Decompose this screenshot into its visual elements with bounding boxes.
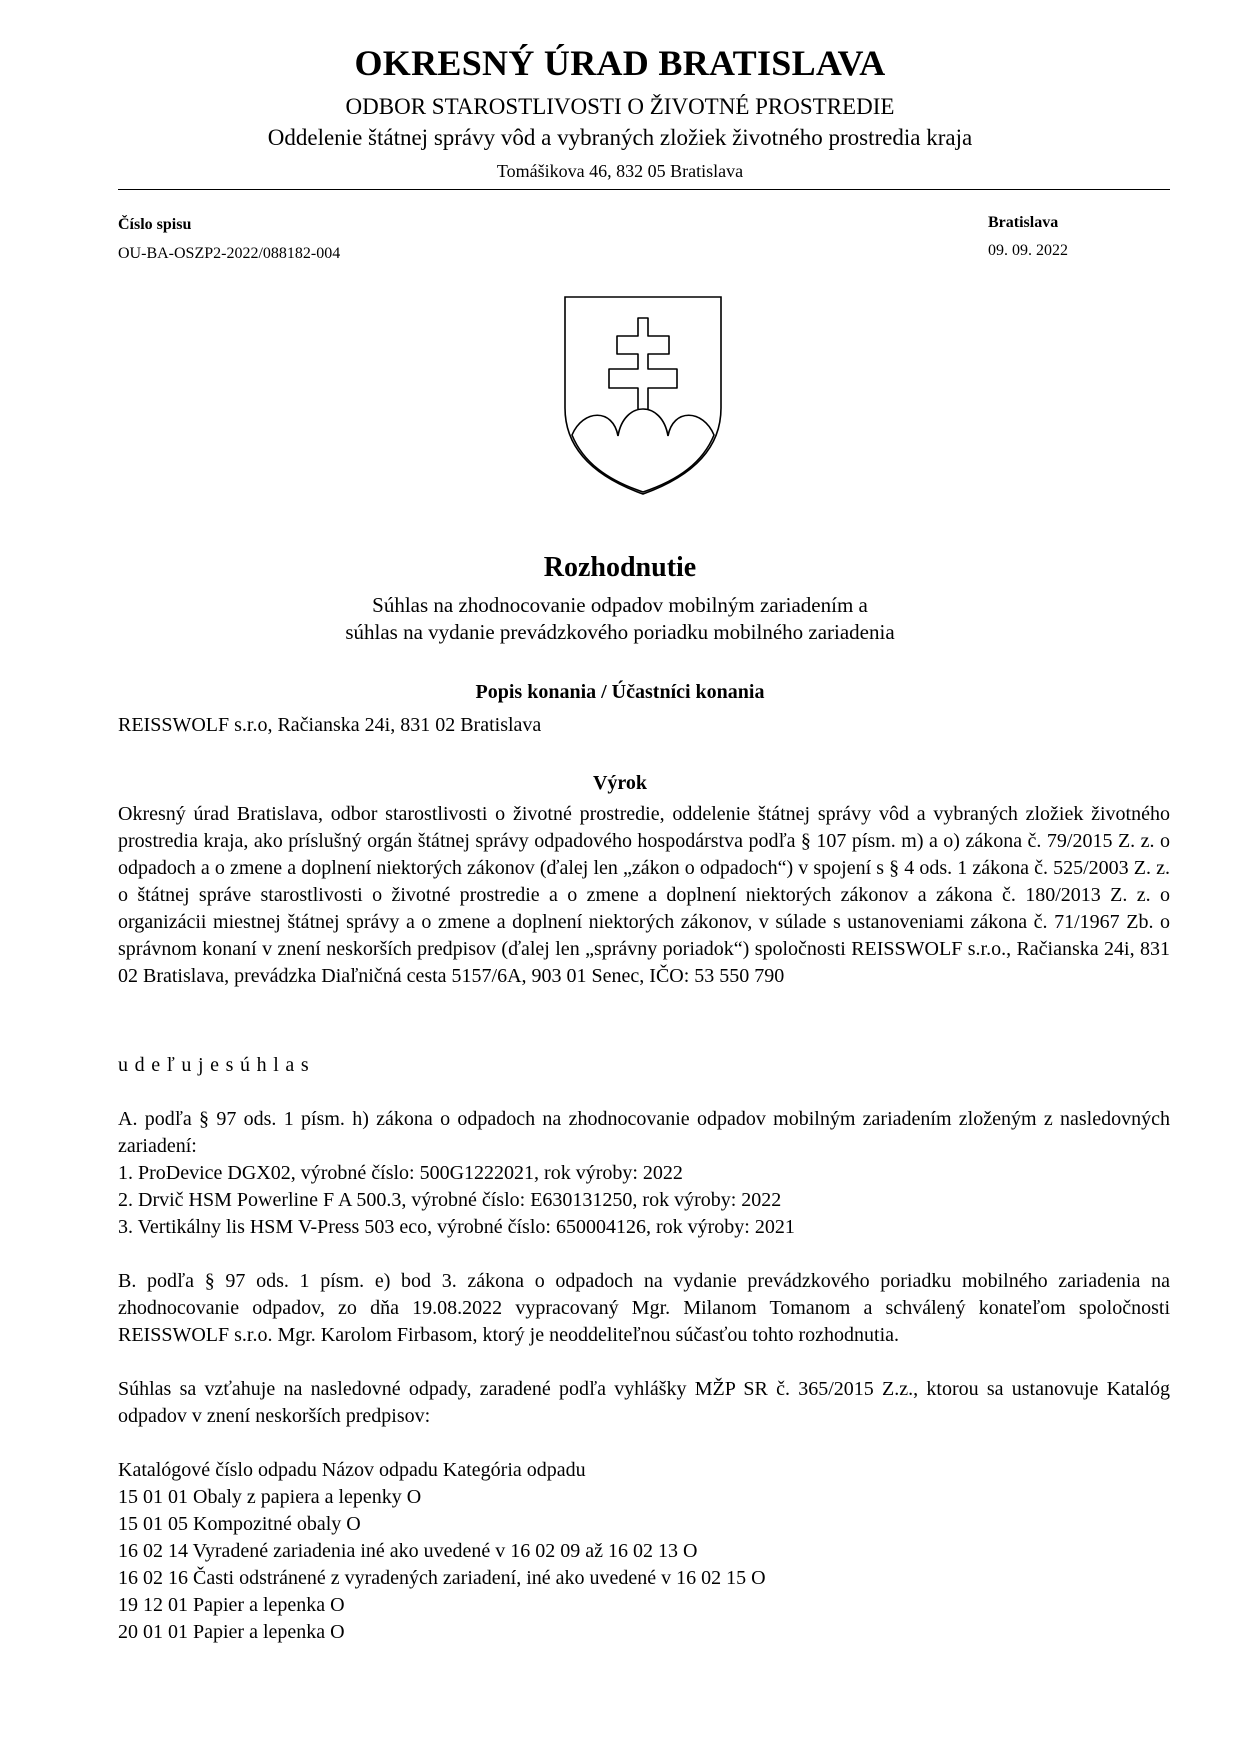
decision-subtitle-line: súhlas na vydanie prevádzkového poriadku mobilného zariadenia	[345, 620, 895, 644]
proceedings-heading: Popis konania / Účastníci konania	[475, 681, 765, 703]
participant-line: REISSWOLF s.r.o, Račianska 24i, 831 02 Bratislava	[118, 714, 542, 736]
place-label: Bratislava	[988, 214, 1059, 231]
waste-row: 15 01 05 Kompozitné obaly O	[118, 1513, 361, 1535]
waste-row: 15 01 01 Obaly z papiera a lepenky O	[118, 1486, 422, 1508]
file-number-label: Číslo spisu	[118, 216, 192, 233]
decision-date: 09. 09. 2022	[988, 242, 1068, 259]
device-item: 3. Vertikálny lis HSM V-Press 503 eco, výrobné číslo: 650004126, rok výroby: 2021	[118, 1216, 795, 1238]
office-name: OKRESNÝ ÚRAD BRATISLAVA	[354, 43, 886, 83]
decision-subtitle-line: Súhlas na zhodnocovanie odpadov mobilným zariadením a	[372, 593, 868, 617]
section-name: Oddelenie štátnej správy vôd a vybraných zložiek životného prostredia kraja	[267, 125, 973, 150]
office-address: Tomášikova 46, 832 05 Bratislava	[496, 161, 744, 181]
header-divider	[118, 189, 1170, 190]
decision-title: Rozhodnutie	[543, 552, 697, 583]
coat-of-arms-icon	[563, 296, 723, 496]
verdict-intro: Okresný úrad Bratislava, odbor starostlivosti o životné prostredie, oddelenie štátnej správy vôd a vybraných zložiek životného prostredia kraja, ako príslušný orgán štátnej správy odpadového hospodárstva podľa § 107 písm. m) a o) zákona č. 79/2015 Z. z. o odpadoch a o zmene a doplnení niektorých zákonov (ďalej len „zákon o odpadoch“) v spojení s § 4 ods. 1 zákona č. 525/2003 Z. z. o štátnej správe starostlivosti o životné prostredie a o zmene a doplnení niektorých zákonov a zákona č. 180/2013 Z. z. o organizácii miestnej štátnej správy a o zmene a doplnení niektorých zákonov, v súlade s ustanoveniami zákona č. 71/1967 Zb. o správnom konaní v znení neskorších predpisov (ďalej len „správny poriadok“) spoločnosti REISSWOLF s.r.o., Račianska 24i, 831 02 Bratislava, prevádzka Diaľničná cesta 5157/6A, 903 01 Senec, IČO: 53 550 790	[118, 803, 1170, 987]
part-b-text: B. podľa § 97 ods. 1 písm. e) bod 3. zákona o odpadoch na vydanie prevádzkového poriadku mobilného zariadenia na zhodnocovanie odpadov, zo dňa 19.08.2022 vypracovaný Mgr. Milanom Tomanom a schválený konateľom spoločnosti REISSWOLF s.r.o. Mgr. Karolom Firbasom, ktorý je neoddeliteľnou súčasťou tohto rozhodnutia.	[118, 1270, 1170, 1346]
waste-table-header: Katalógové číslo odpadu Názov odpadu Kategória odpadu	[118, 1459, 586, 1481]
waste-row: 16 02 14 Vyradené zariadenia iné ako uvedené v 16 02 09 až 16 02 13 O	[118, 1540, 698, 1562]
file-number: OU-BA-OSZP2-2022/088182-004	[118, 245, 341, 262]
waste-row: 20 01 01 Papier a lepenka O	[118, 1621, 345, 1643]
device-item: 1. ProDevice DGX02, výrobné číslo: 500G1222021, rok výroby: 2022	[118, 1162, 683, 1184]
department-name: ODBOR STAROSTLIVOSTI O ŽIVOTNÉ PROSTREDIE	[345, 94, 895, 119]
waste-row: 16 02 16 Časti odstránené z vyradených zariadení, iné ako uvedené v 16 02 15 O	[118, 1567, 766, 1589]
device-item: 2. Drvič HSM Powerline F A 500.3, výrobné číslo: E630131250, rok výroby: 2022	[118, 1189, 782, 1211]
waste-row: 19 12 01 Papier a lepenka O	[118, 1594, 345, 1616]
verdict-heading: Výrok	[592, 772, 648, 794]
part-a-text: A. podľa § 97 ods. 1 písm. h) zákona o odpadoch na zhodnocovanie odpadov mobilným zariadením zloženým z nasledovných zariadení:	[118, 1108, 1170, 1157]
grant-statement: udeľujesúhlas	[118, 1054, 316, 1076]
waste-intro: Súhlas sa vzťahuje na nasledovné odpady, zaradené podľa vyhlášky MŽP SR č. 365/2015 Z.z., ktorou sa ustanovuje Katalóg odpadov v znení neskorších predpisov:	[118, 1378, 1170, 1427]
